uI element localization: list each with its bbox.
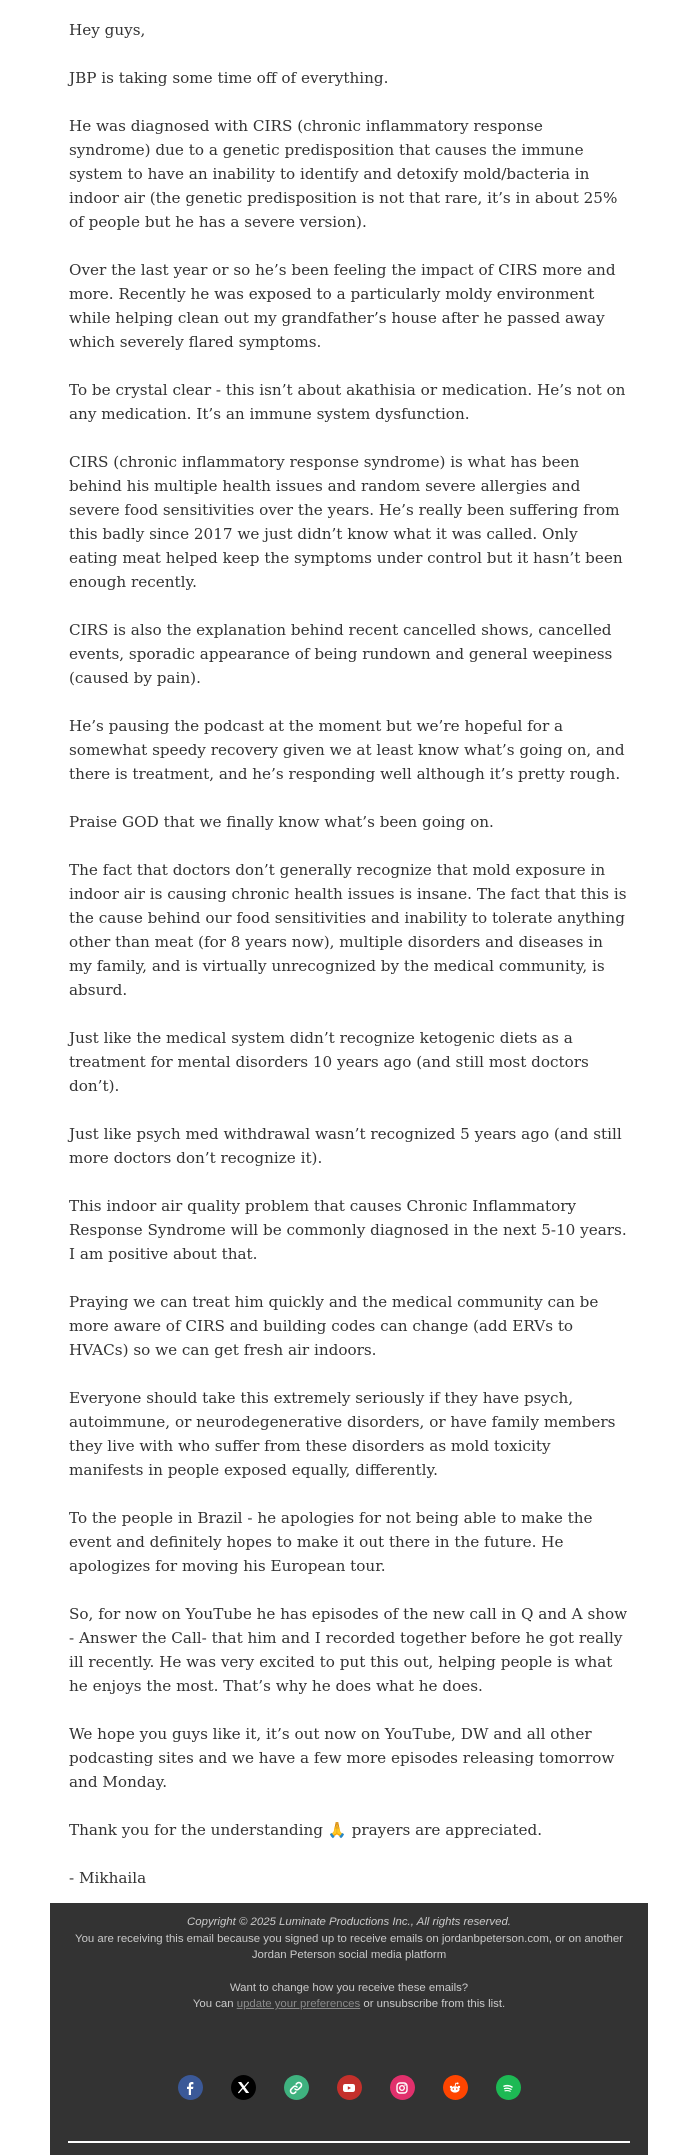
email-container <box>50 0 648 2155</box>
paragraph-greeting: Hey guys, <box>69 21 146 39</box>
email-body <box>50 0 648 1890</box>
paragraph: CIRS (chronic inflammatory response syndrome) is what has been behind his multiple health issues and random severe allergies and severe food sensitivities over the years. He’s really been suffering from this badly since 2017 we just didn’t know what it was called. Only eating meat helped keep the symptoms under control but it hasn’t been enough recently. <box>69 453 623 591</box>
paragraph: We hope you guys like it, it’s out now on YouTube, DW and all other podcasting sites and we have a few more episodes releasing tomorrow and Monday. <box>69 1725 615 1791</box>
paragraph: JBP is taking some time off of everything. <box>69 69 389 87</box>
paragraph: To the people in Brazil - he apologies for not being able to make the event and definitely hopes to make it out there in the future. He apologizes for moving his European tour. <box>69 1509 593 1575</box>
link-icon[interactable] <box>284 2075 309 2100</box>
unsubscribe-text: or unsubscribe from this list. <box>360 1998 506 2010</box>
paragraph: Over the last year or so he’s been feeling the impact of CIRS more and more. Recently he was exposed to a particularly moldy environment while helping clean out my grandfather’s house after he passed away which severely flared symptoms. <box>69 261 616 351</box>
email-footer <box>50 1903 648 2155</box>
change-preferences-question: Want to change how you receive these emails? <box>229 1981 469 1994</box>
facebook-icon[interactable] <box>178 2075 203 2100</box>
paragraph: Just like the medical system didn’t recognize ketogenic diets as a treatment for mental disorders 10 years ago (and still most doctors don’t). <box>69 1029 589 1095</box>
paragraph: The fact that doctors don’t generally recognize that mold exposure in indoor air is causing chronic health issues is insane. The fact that this is the cause behind our food sensitivities and inability to tolerate anything other than meat (for 8 years now), multiple disorders and diseases in my family, and is virtually unrecognized by the medical community, is absurd. <box>69 861 627 999</box>
spotify-icon[interactable] <box>496 2075 521 2100</box>
paragraph: To be crystal clear - this isn’t about akathisia or medication. He’s not on any medication. It’s an immune system dysfunction. <box>69 381 626 423</box>
paragraph: Everyone should take this extremely seriously if they have psych, autoimmune, or neurodegenerative disorders, or have family members they live with who suffer from these disorders as mold toxicity manifests in people exposed equally, differently. <box>69 1389 616 1479</box>
social-links <box>50 2075 648 2100</box>
footer-divider <box>68 2141 630 2143</box>
paragraph: So, for now on YouTube he has episodes of the new call in Q and A show - Answer the Call- that him and I recorded together before he got really ill recently. He was very excited to put this out, helping people is what he enjoys the most. That’s why he does what he does. <box>69 1605 628 1695</box>
copyright-text: Copyright © 2025 Luminate Productions Inc., All rights reserved. <box>187 1916 511 1928</box>
preferences-line <box>68 1996 630 2013</box>
thanks-text: Thank you for the understanding <box>69 1821 328 1839</box>
paragraph: CIRS is also the explanation behind recent cancelled shows, cancelled events, sporadic appearance of being rundown and general weepiness (caused by pain). <box>69 621 613 687</box>
praying-hands-icon: 🙏 <box>327 1821 347 1839</box>
paragraph: Just like psych med withdrawal wasn’t recognized 5 years ago (and still more doctors don’t recognize it). <box>69 1125 622 1167</box>
reddit-icon[interactable] <box>443 2075 468 2100</box>
thanks-text-end: prayers are appreciated. <box>346 1821 543 1839</box>
update-preferences-link[interactable]: update your preferences <box>236 1998 361 2010</box>
paragraph: Praying we can treat him quickly and the medical community can be more aware of CIRS and building codes can change (add ERVs to HVACs) so we can get fresh air indoors. <box>69 1293 599 1359</box>
instagram-icon[interactable] <box>390 2075 415 2100</box>
paragraph: He was diagnosed with CIRS (chronic inflammatory response syndrome) due to a genetic predisposition that causes the immune system to have an inability to identify and detoxify mold/bacteria in indoor air (the genetic predisposition is not that rare, it’s in about 25% of people but he has a severe version). <box>69 117 618 231</box>
paragraph: This indoor air quality problem that causes Chronic Inflammatory Response Syndrome will be commonly diagnosed in the next 5-10 years. I am positive about that. <box>69 1197 627 1263</box>
x-icon[interactable] <box>231 2075 256 2100</box>
signature: - Mikhaila <box>69 1869 147 1887</box>
youtube-icon[interactable] <box>337 2075 362 2100</box>
you-can-text: You can <box>192 1998 237 2010</box>
paragraph-thanks <box>69 1818 629 1842</box>
paragraph: Praise GOD that we finally know what’s been going on. <box>69 813 494 831</box>
paragraph: He’s pausing the podcast at the moment but we’re hopeful for a somewhat speedy recovery given we at least know what’s going on, and there is treatment, and he’s responding well although it’s pretty rough. <box>69 717 625 783</box>
receiving-notice: You are receiving this email because you signed up to receive emails on jordanbpeterson.com, or on another Jordan Peterson social media platform <box>75 1932 623 1961</box>
